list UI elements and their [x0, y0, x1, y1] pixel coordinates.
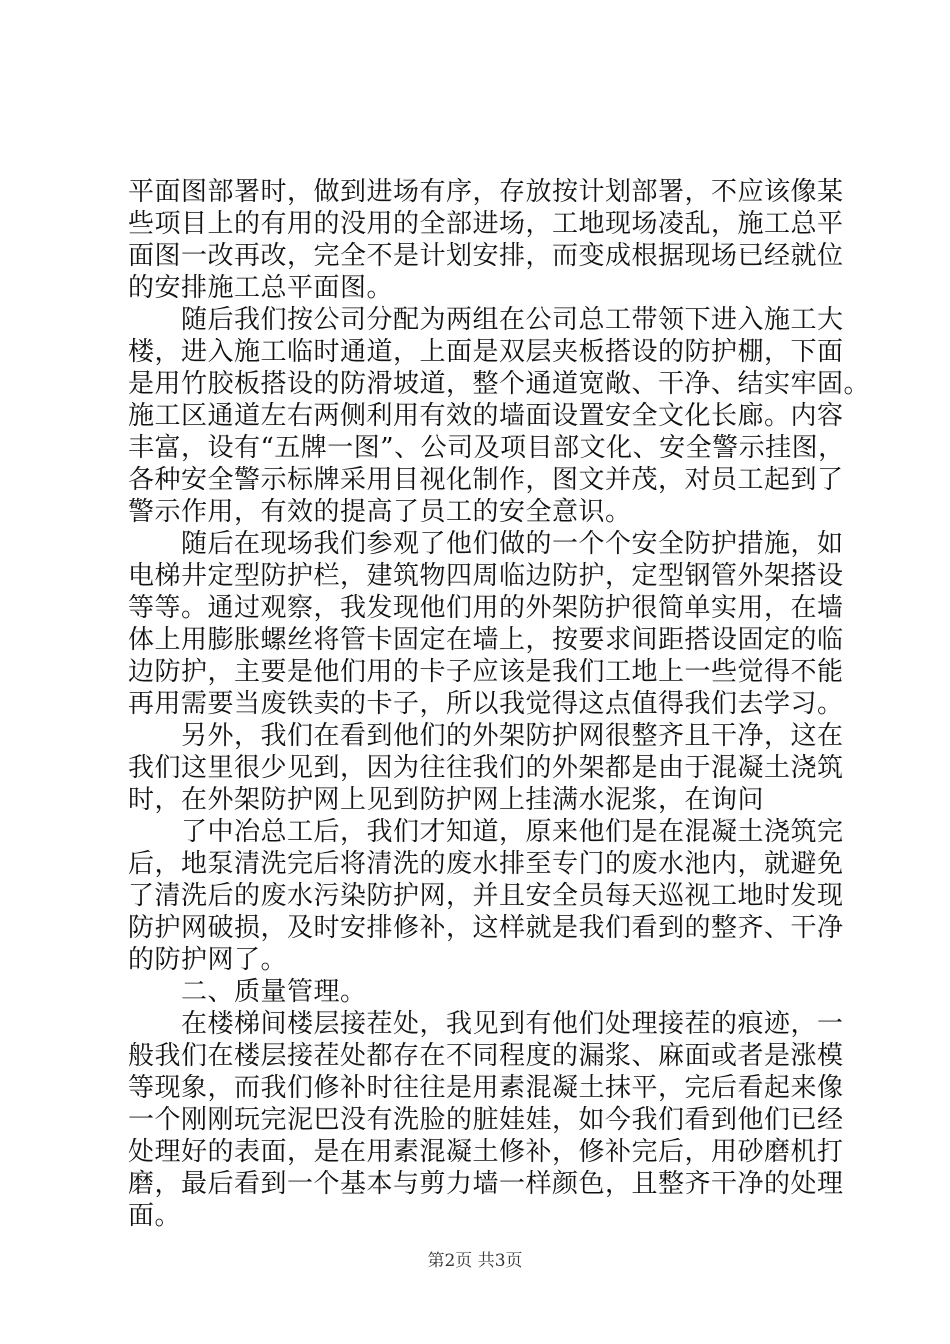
text-line: 等现象，而我们修补时往往是用素混凝土抹平，完后看起来像 [128, 1073, 844, 1103]
page-number-footer: 第2页 共3页 [427, 1251, 523, 1271]
text-line: 楼，进入施工临时通道，上面是双层夹板搭设的防护棚，下面 [128, 337, 844, 367]
document-body [128, 176, 871, 1232]
text-line: 了清洗后的废水污染防护网，并且安全员每天巡视工地时发现 [128, 881, 844, 911]
text-line: 施工区通道左右两侧利用有效的墙面设置安全文化长廊。内容 [128, 401, 844, 431]
text-line: 磨，最后看到一个基本与剪力墙一样颜色，且整齐干净的处理 [128, 1169, 844, 1199]
text-line: 随后在现场我们参观了他们做的一个个安全防护措施，如 [181, 529, 844, 559]
text-line: 了中冶总工后，我们才知道，原来他们是在混凝土浇筑完 [181, 817, 844, 847]
text-line: 边防护，主要是他们用的卡子应该是我们工地上一些觉得不能 [128, 657, 844, 687]
text-line: 面。 [128, 1201, 182, 1231]
text-line: 体上用膨胀螺丝将管卡固定在墙上，按要求间距搭设固定的临 [128, 625, 844, 655]
text-line: 丰富，设有“五牌一图”、公司及项目部文化、安全警示挂图， [128, 433, 845, 463]
text-line: 各种安全警示标牌采用目视化制作，图文并茂，对员工起到了 [128, 465, 844, 495]
text-line: 电梯井定型防护栏，建筑物四周临边防护，定型钢管外架搭设 [128, 561, 844, 591]
text-line: 的安排施工总平面图。 [128, 273, 394, 303]
text-line: 是用竹胶板搭设的防滑坡道，整个通道宽敞、干净、结实牢固。 [128, 369, 871, 399]
text-line: 般我们在楼层接茬处都存在不同程度的漏浆、麻面或者是涨模 [128, 1041, 844, 1071]
text-line: 面图一改再改，完全不是计划安排，而变成根据现场已经就位 [128, 241, 844, 271]
text-line: 一个刚刚玩完泥巴没有洗脸的脏娃娃，如今我们看到他们已经 [128, 1105, 844, 1135]
text-line: 后，地泵清洗完后将清洗的废水排至专门的废水池内，就避免 [128, 849, 844, 879]
text-line: 再用需要当废铁卖的卡子，所以我觉得这点值得我们去学习。 [128, 689, 844, 719]
text-line: 等等。通过观察，我发现他们用的外架防护很简单实用，在墙 [128, 593, 844, 623]
text-line: 随后我们按公司分配为两组在公司总工带领下进入施工大 [181, 305, 844, 335]
text-line: 平面图部署时，做到进场有序，存放按计划部署，不应该像某 [128, 177, 844, 207]
text-line: 警示作用，有效的提高了员工的安全意识。 [128, 497, 632, 527]
text-line: 在楼梯间楼层接茬处，我见到有他们处理接茬的痕迹，一 [181, 1009, 844, 1039]
text-line: 我们这里很少见到，因为往往我们的外架都是由于混凝土浇筑 [128, 753, 844, 783]
section-heading: 二、质量管理。 [181, 977, 367, 1007]
text-line: 防护网破损，及时安排修补，这样就是我们看到的整齐、干净 [128, 913, 844, 943]
text-line: 些项目上的有用的没用的全部进场，工地现场凌乱，施工总平 [128, 209, 844, 239]
text-line: 处理好的表面，是在用素混凝土修补，修补完后，用砂磨机打 [128, 1137, 844, 1167]
text-line: 另外，我们在看到他们的外架防护网很整齐且干净，这在 [181, 721, 844, 751]
text-line: 时，在外架防护网上见到防护网上挂满水泥浆，在询问 [128, 785, 765, 815]
text-line: 的防护网了。 [128, 945, 288, 975]
